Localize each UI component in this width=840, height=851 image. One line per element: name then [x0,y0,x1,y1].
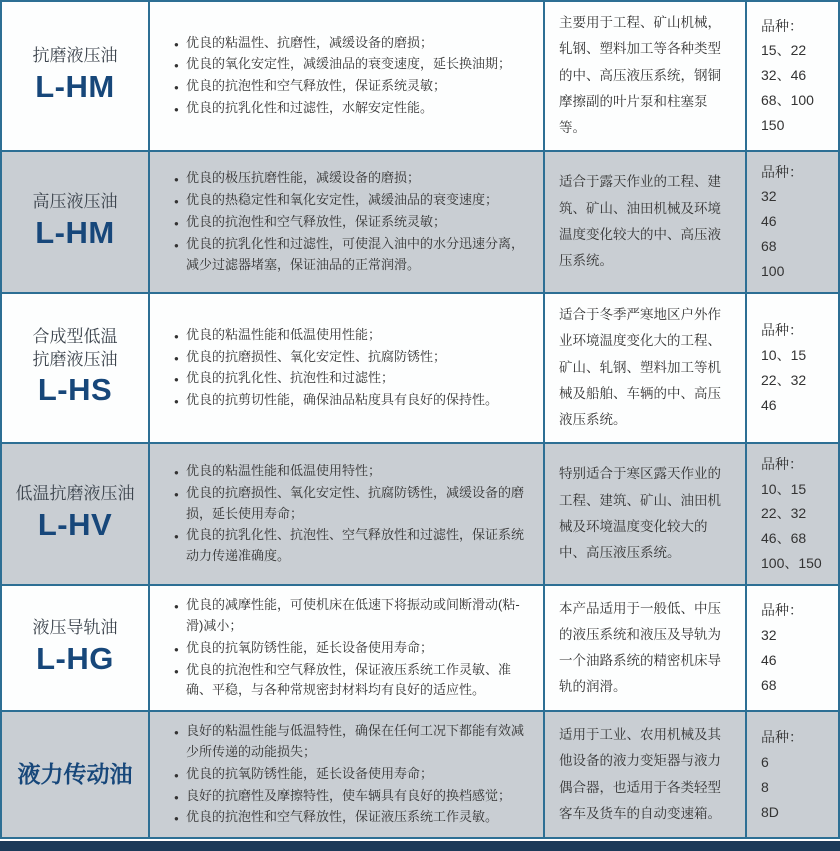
product-code: L-HS [37,372,113,408]
table-row [2,152,838,295]
product-code: L-HG [36,641,114,677]
feature-list [174,594,533,702]
grade-label: 品种： [761,322,803,339]
grade-value: 32 [761,627,777,644]
feature-item: ● 优良的抗乳化性、抗泡性、空气释放性和过滤性，保证系统动力传递准确度。 [174,525,533,567]
grade-value: 10、15 [761,480,807,497]
feature-item: ● 优良的抗泡性和空气释放性，保证系统灵敏； [174,76,533,97]
grade-value: 8 [761,778,769,795]
application-cell [545,586,747,710]
grade-value: 150 [761,117,785,134]
feature-item: ● 优良的抗泡性和空气释放性，保证液压系统工作灵敏、准确、平稳，与各种常规密封材料均有良好的适应性。 [174,660,533,702]
application-cell [545,152,747,293]
product-name-cell [2,294,150,442]
application-cell [545,2,747,150]
grade-value: 32、46 [761,67,807,84]
feature-item: ● 优良的热稳定性和氧化安定性，减缓油品的衰变速度； [174,190,533,211]
feature-item: ● 优良的粘温性、抗磨性，减缓设备的磨损； [174,33,533,54]
features-cell [150,586,545,710]
features-cell [150,444,545,585]
product-name-cell [2,712,150,837]
application-text: 适合于冬季严寒地区户外作业环境温度变化大的工程、矿山、轧钢、塑料加工等机械及船舶、车辆的中、高压液压系统。 [559,307,721,428]
grade-value: 68 [761,238,777,255]
features-cell [150,712,545,837]
product-name-line2: 抗磨液压油 [32,349,118,369]
grade-value: 68、100 [761,92,814,109]
product-name: 高压液压油 [32,191,118,211]
grade-value: 8D [761,803,779,820]
product-name-cell [2,586,150,710]
grade-value: 32 [761,188,777,205]
grade-value: 10、15 [761,346,807,363]
feature-list [174,720,533,829]
table-row [2,586,838,712]
bottom-accent-bar [0,841,840,851]
feature-item: ● 优良的抗氧防锈性能，延长设备使用寿命； [174,764,533,785]
grade-value: 22、32 [761,505,807,522]
feature-item: ● 良好的粘温性能与低温特性，确保在任何工况下都能有效减少所传递的动能损失； [174,721,533,763]
product-code: L-HV [37,507,113,543]
application-text: 特别适合于寒区露天作业的工程、建筑、矿山、油田机械及环境温度变化较大的中、高压液压系统。 [559,466,721,561]
feature-item: ● 优良的抗磨损性、氧化安定性、抗腐防锈性，减缓设备的磨损，延长使用寿命； [174,483,533,525]
grade-value: 46、68 [761,530,807,547]
application-cell [545,294,747,442]
grades-cell [747,444,838,585]
grade-value: 100、150 [761,555,822,572]
product-name: 液力传动油 [17,761,133,788]
product-name-cell [2,444,150,585]
grade-value: 6 [761,753,769,770]
features-cell [150,2,545,150]
product-name-cell [2,152,150,293]
grade-value: 68 [761,677,777,694]
feature-item: ● 优良的抗剪切性能，确保油品粘度具有良好的保持性。 [174,390,533,411]
product-name: 液压导轨油 [32,618,118,638]
feature-item: ● 优良的抗泡性和空气释放性，保证系统灵敏； [174,212,533,233]
feature-item: ● 优良的抗泡性和空气释放性，保证液压系统工作灵敏。 [174,807,533,828]
product-name: 抗磨液压油 [32,45,118,65]
application-cell [545,444,747,585]
application-text: 适合于露天作业的工程、建筑、矿山、油田机械及环境温度变化较大的中、高压液压系统。 [559,174,721,269]
grades-cell [747,294,838,442]
feature-item: ● 优良的极压抗磨性能，减缓设备的磨损； [174,168,533,189]
feature-item: ● 优良的抗氧防锈性能，延长设备使用寿命； [174,638,533,659]
table-row [2,444,838,587]
feature-list [174,460,533,568]
grade-label: 品种： [761,602,803,619]
features-cell [150,294,545,442]
grade-value: 46 [761,213,777,230]
feature-item: ● 优良的抗乳化性和过滤性，可使混入油中的水分迅速分离，减少过滤器堵塞，保证油品的正常润滑。 [174,234,533,276]
feature-item: ● 优良的粘温性能和低温使用特性； [174,461,533,482]
application-text: 适用于工业、农用机械及其他设备的液力变矩器与液力偶合器，也适用于各类轻型客车及货车的自动变速箱。 [559,727,721,821]
feature-item: ● 良好的抗磨性及摩擦特性，使车辆具有良好的换档感觉； [174,786,533,807]
product-name: 合成型低温 [32,326,118,346]
grade-value: 46 [761,652,777,669]
table-row [2,294,838,444]
table-row [2,2,838,152]
feature-item: ● 优良的抗乳化性、抗泡性和过滤性； [174,368,533,389]
feature-item: ● 优良的抗磨损性、氧化安定性、抗腐防锈性； [174,347,533,368]
application-cell [545,712,747,837]
grade-value: 46 [761,396,777,413]
grade-label: 品种： [761,163,803,180]
grade-label: 品种： [761,728,803,745]
grades-cell [747,712,838,837]
grades-cell [747,152,838,293]
application-text: 本产品适用于一般低、中压的液压系统和液压及导轨为一个油路系统的精密机床导轨的润滑。 [559,600,721,695]
product-name: 低温抗磨液压油 [15,484,135,504]
features-cell [150,152,545,293]
feature-item: ● 优良的抗乳化性和过滤性，水解安定性能。 [174,98,533,119]
grade-value: 22、32 [761,371,807,388]
feature-item: ● 优良的粘温性能和低温使用性能； [174,325,533,346]
grade-label: 品种： [761,455,803,472]
grade-value: 100 [761,263,785,280]
feature-item: ● 优良的减摩性能，可使机床在低速下将振动或间断滑动(粘-滑)减小； [174,595,533,637]
grades-cell [747,2,838,150]
feature-list [174,167,533,276]
feature-item: ● 优良的氧化安定性，减缓油品的衰变速度，延长换油期； [174,54,533,75]
grades-cell [747,586,838,710]
grade-label: 品种： [761,17,803,34]
feature-list [174,32,533,120]
table-row [2,712,838,837]
product-code: L-HM [35,214,115,250]
product-code: L-HM [35,68,115,104]
feature-list [174,324,533,412]
application-text: 主要用于工程、矿山机械，轧钢、塑料加工等各种类型的中、高压液压系统，钢铜摩擦副的叶片泵和柱塞泵等。 [559,15,721,136]
product-name-cell [2,2,150,150]
grade-value: 15、22 [761,42,807,59]
